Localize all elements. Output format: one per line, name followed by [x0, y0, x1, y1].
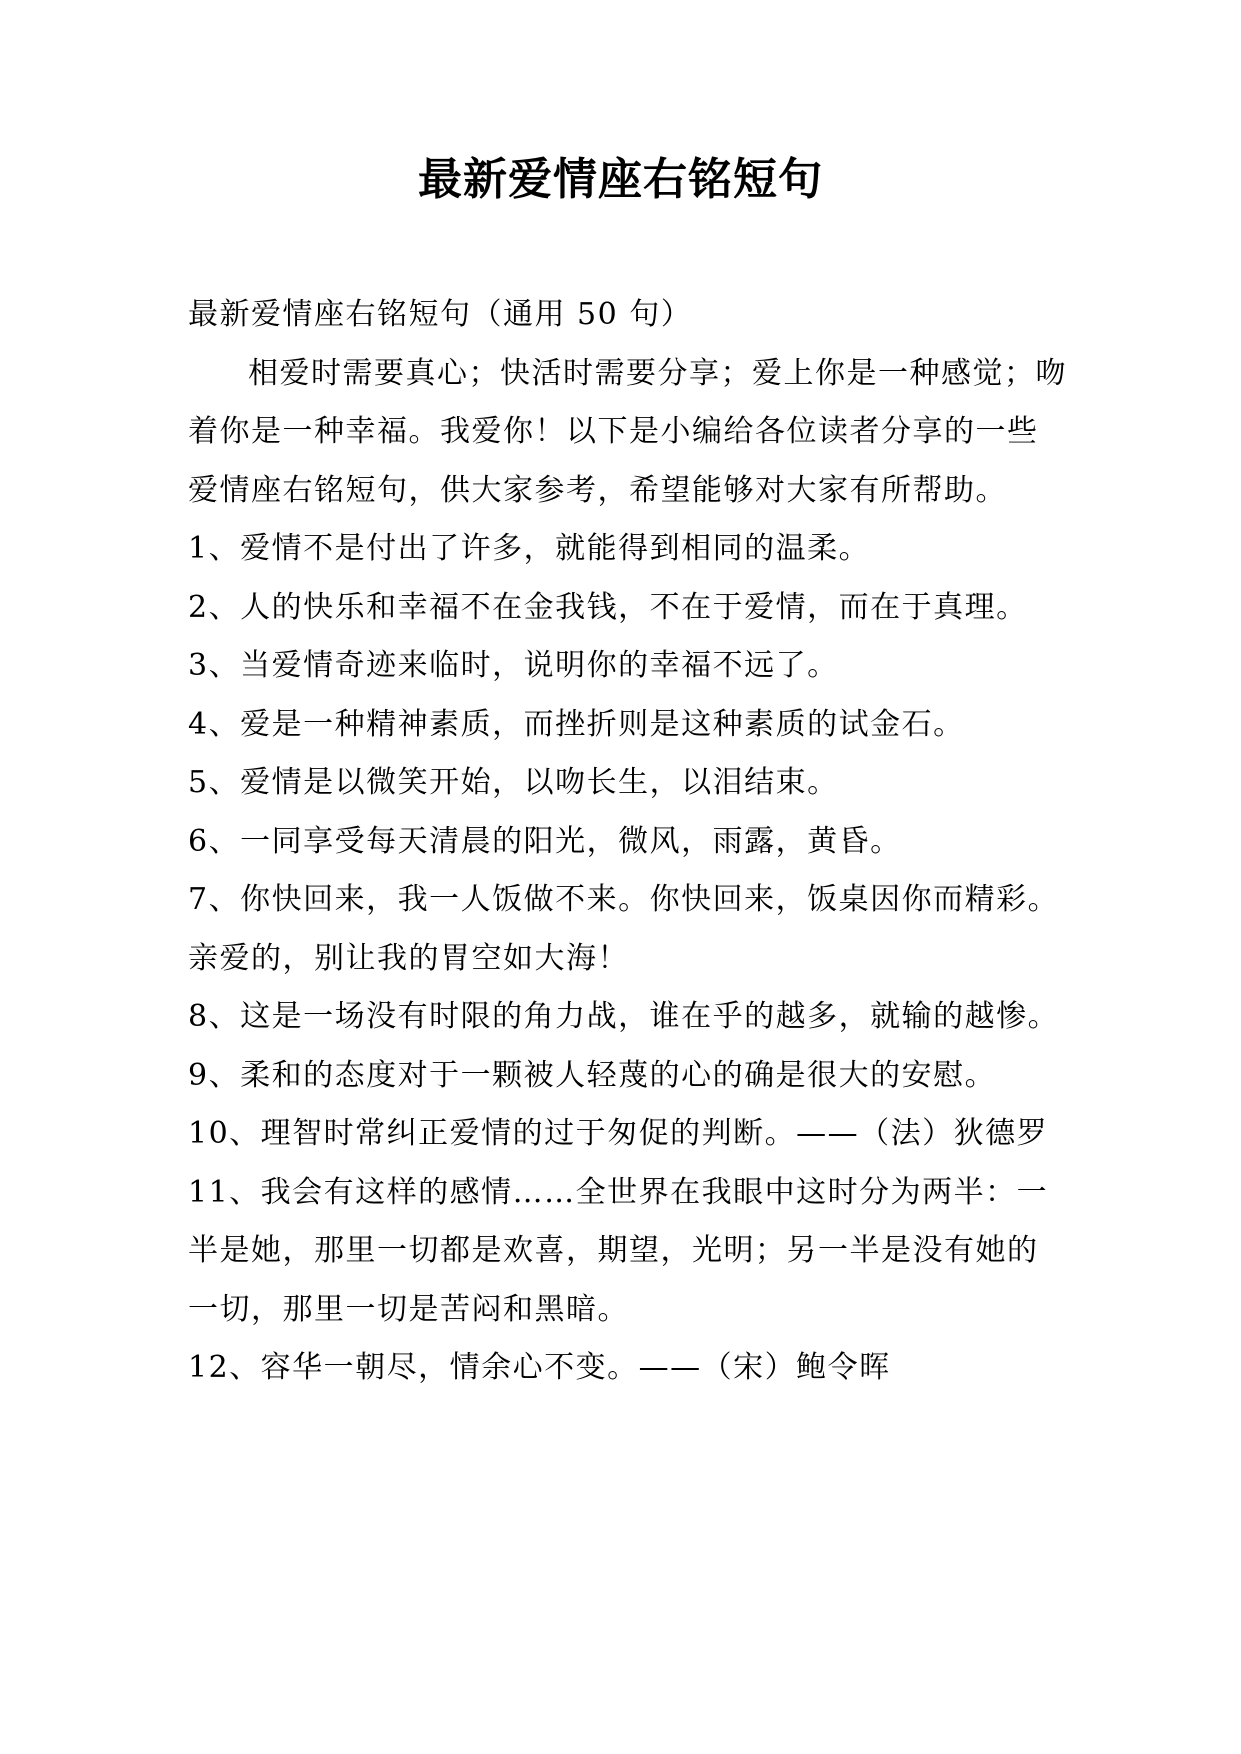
intro-paragraph: 相爱时需要真心；快活时需要分享；爱上你是一种感觉；吻着你是一种幸福。我爱你！以下是小编给各位读者分享的一些爱情座右铭短句，供大家参考，希望能够对大家有所帮助。: [188, 355, 1067, 508]
quote-item-8: 8、这是一场没有时限的角力战，谁在乎的越多，就输的越惨。: [188, 999, 1060, 1034]
document-title: 最新爱情座右铭短句: [418, 154, 823, 205]
quote-item-9: 9、柔和的态度对于一颗被人轻蔑的心的确是很大的安慰。: [188, 1057, 997, 1093]
quote-item-10: 10、理智时常纠正爱情的过于匆促的判断。——（法）狄德罗: [188, 1116, 1049, 1151]
quote-item-2: 2、人的快乐和幸福不在金我钱，不在于爱情，而在于真理。: [188, 589, 1028, 625]
document-subtitle: 最新爱情座右铭短句（通用 50 句）: [188, 297, 693, 332]
quote-item-4: 4、爱是一种精神素质，而挫折则是这种素质的试金石。: [188, 706, 965, 742]
quote-item-6: 6、一同享受每天清晨的阳光，微风，雨露，黄昏。: [188, 823, 902, 859]
document-body: [188, 286, 1068, 1398]
quote-item-3: 3、当爱情奇迹来临时，说明你的幸福不远了。: [188, 648, 839, 683]
quote-item-5: 5、爱情是以微笑开始，以吻长生，以泪结束。: [188, 765, 839, 800]
quote-item-7: 7、你快回来，我一人饭做不来。你快回来，饭桌因你而精彩。亲爱的，别让我的胃空如大海！: [188, 882, 1060, 976]
quote-item-12: 12、容华一朝尽，情余心不变。——（宋）鲍令晖: [188, 1350, 891, 1385]
quote-item-1: 1、爱情不是付出了许多，就能得到相同的温柔。: [188, 531, 871, 566]
quote-item-11: 11、我会有这样的感情……全世界在我眼中这时分为两半：一半是她，那里一切都是欢喜，期望，光明；另一半是没有她的一切，那里一切是苦闷和黑暗。: [188, 1174, 1049, 1327]
